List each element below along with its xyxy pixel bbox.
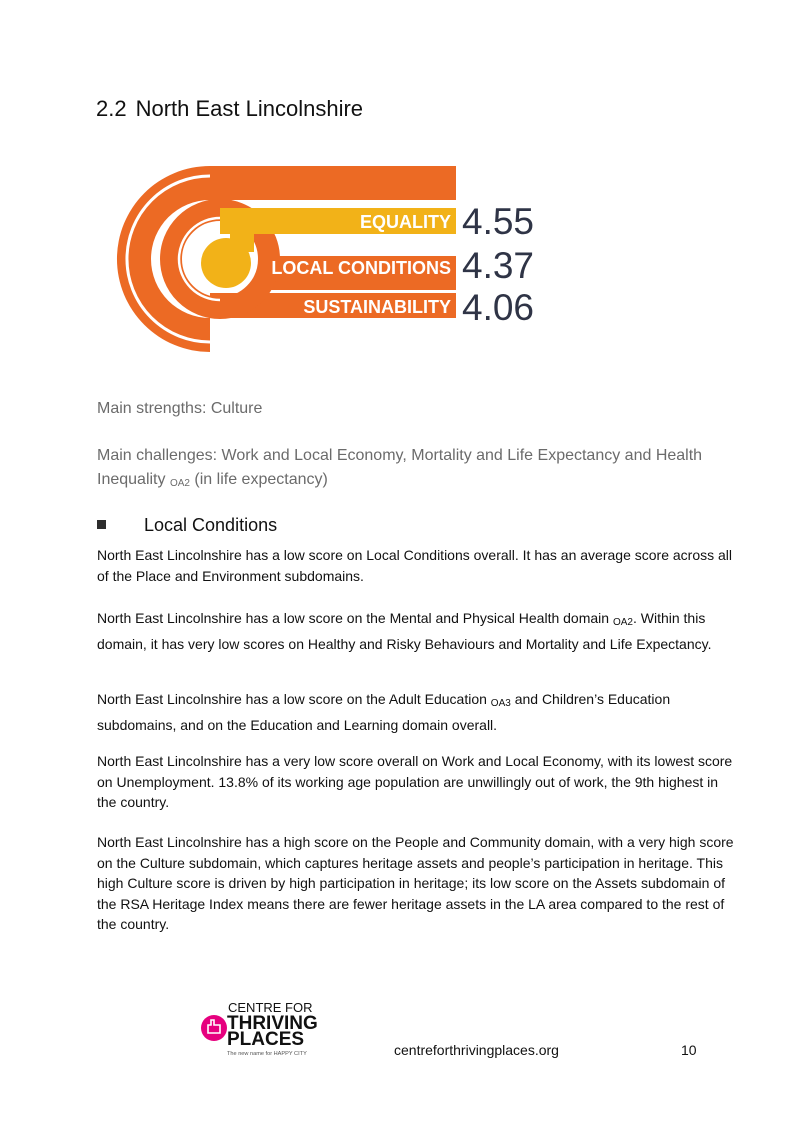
reference-oa2: OA2 xyxy=(612,617,633,628)
score-value-sustainability: 4.06 xyxy=(462,287,535,328)
local-conditions-heading-text: Local Conditions xyxy=(144,515,278,535)
main-strengths: Main strengths: Culture xyxy=(97,400,263,417)
local-conditions-heading xyxy=(97,515,277,536)
logo-tagline: The new name for HAPPY CITY xyxy=(227,1051,307,1057)
paragraph-text: North East Lincolnshire has a low score on the Mental and Physical Health domain xyxy=(97,610,610,626)
logo-line-1: CENTRE FOR xyxy=(228,1000,313,1015)
page-number: 10 xyxy=(681,1042,697,1058)
footer-url: centreforthrivingplaces.org xyxy=(394,1042,559,1058)
paragraph: North East Lincolnshire has a low score on Local Conditions overall. It has an average score across all of the Place and Environment subdomains. xyxy=(97,547,732,584)
section-number: 2.2 xyxy=(96,96,127,121)
main-challenges-text: Main challenges: Work and Local Economy, Mortality and Life Expectancy and Health Inequality xyxy=(97,447,703,488)
hand-icon xyxy=(201,1015,227,1041)
main-challenges xyxy=(97,444,737,496)
score-label-equality: EQUALITY xyxy=(359,212,451,232)
paragraph-text: and Children’s Education subdomains, and on the Education and Learning domain overall. xyxy=(97,691,671,733)
logo-line-2: THRIVING xyxy=(227,1013,318,1034)
reference-oa2: OA2 xyxy=(169,478,190,489)
main-challenges-tail: (in life expectancy) xyxy=(194,471,328,488)
bar-top-bg xyxy=(210,166,456,200)
score-label-sustainability: SUSTAINABILITY xyxy=(303,297,451,317)
paragraph xyxy=(97,689,737,735)
score-value-equality: 4.55 xyxy=(462,201,535,242)
section-title-text: North East Lincolnshire xyxy=(135,96,364,121)
paragraph: North East Lincolnshire has a very low score overall on Work and Local Economy, with its lowest score on Unemployment. 13.8% of its working age population are unwillingly out of work, the 9th highest in the country. xyxy=(97,753,733,810)
score-label-local-conditions: LOCAL CONDITIONS xyxy=(271,258,451,278)
logo-line-3: PLACES xyxy=(227,1029,305,1050)
reference-oa3: OA3 xyxy=(490,698,511,709)
paragraph-text: . Within this domain, it has very low scores on Healthy and Risky Behaviours and Mortality and Life Expectancy. xyxy=(97,610,712,652)
paragraph-text: North East Lincolnshire has a low score on the Adult Education xyxy=(97,691,487,707)
centre-for-thriving-places-logo xyxy=(198,998,328,1060)
paragraph xyxy=(97,608,737,654)
score-graphic xyxy=(108,156,548,388)
yellow-core xyxy=(201,238,251,288)
square-bullet-icon xyxy=(97,520,106,529)
score-value-local-conditions: 4.37 xyxy=(462,245,535,286)
paragraph: North East Lincolnshire has a high score on the People and Community domain, with a very high score on the Culture subdomain, which captures heritage assets and people’s participation in heritage. This high Culture score is driven by high participation in heritage; its low score on the Assets subdomain of the RSA Heritage Index means there are fewer heritage assets in the LA area compared to the rest of the country. xyxy=(97,834,734,932)
section-title xyxy=(96,96,363,122)
ring-logo-icon xyxy=(117,166,534,352)
